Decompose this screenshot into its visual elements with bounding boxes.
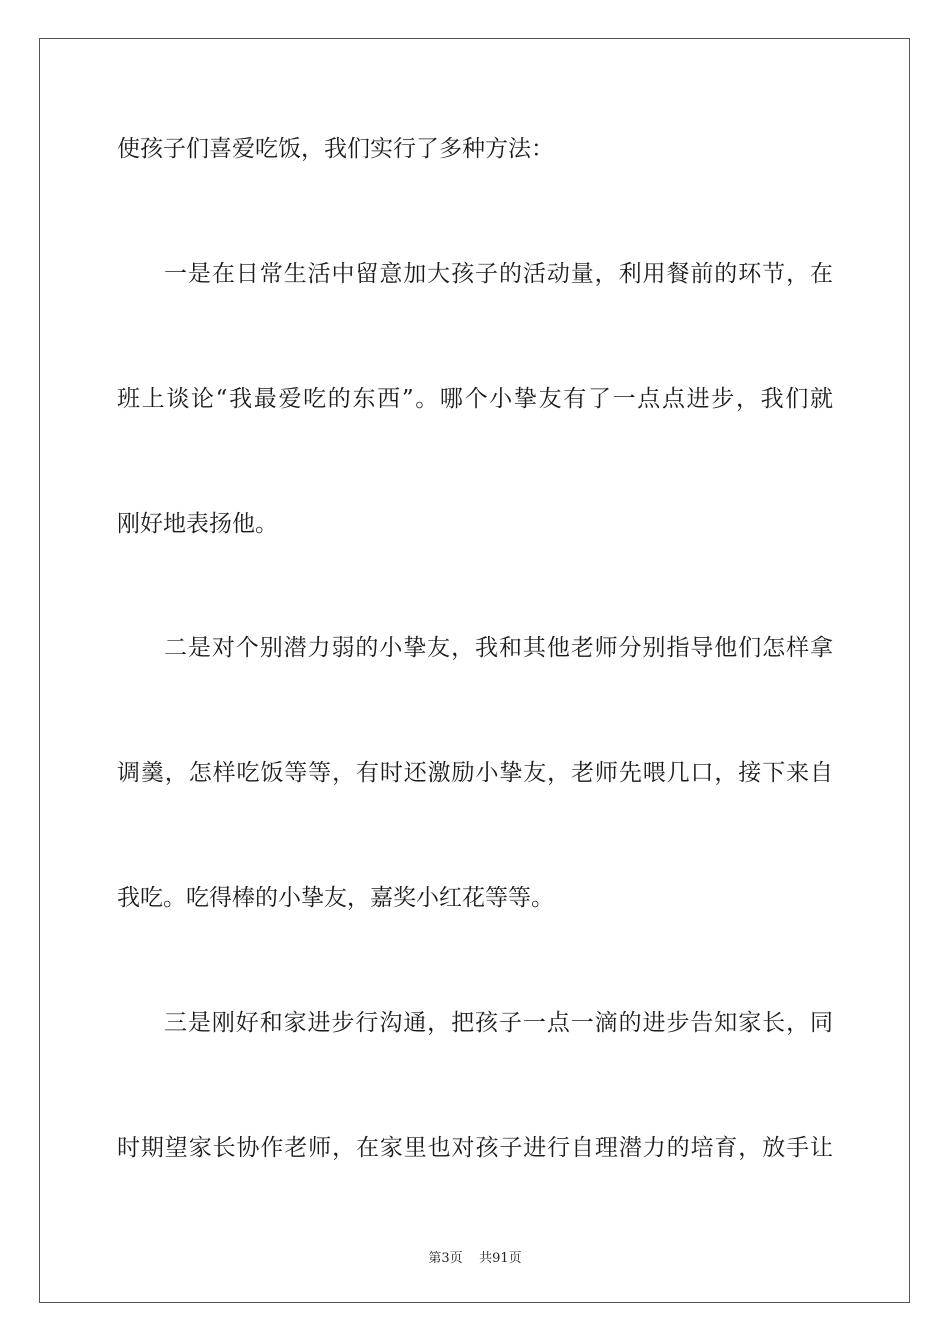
paragraph-line-2: 一是在日常生活中留意加大孩子的活动量，利用餐前的环节，在 xyxy=(164,261,833,287)
page-number: 第3页 xyxy=(428,1251,463,1266)
paragraph-line-9: 时期望家长协作老师，在家里也对孩子进行自理潜力的培育，放手让 xyxy=(117,1135,833,1161)
paragraph-line-3: 班上谈论“我最爱吃的东西”。哪个小挚友有了一点点进步，我们就 xyxy=(117,386,833,412)
paragraph-line-8: 三是刚好和家进步行沟通，把孩子一点一滴的进步告知家长，同 xyxy=(164,1010,833,1036)
paragraph-line-1: 使孩子们喜爱吃饭，我们实行了多种方法： xyxy=(117,136,554,162)
paragraph-line-7: 我吃。吃得棒的小挚友，嘉奖小红花等等。 xyxy=(117,885,554,911)
page-footer xyxy=(0,1247,950,1266)
paragraph-line-4: 刚好地表扬他。 xyxy=(117,511,278,537)
page-border xyxy=(39,38,910,1303)
paragraph-line-6: 调羹，怎样吃饭等等，有时还激励小挚友，老师先喂几口，接下来自 xyxy=(117,760,833,786)
page-total: 共91页 xyxy=(479,1251,522,1266)
paragraph-line-5: 二是对个别潜力弱的小挚友，我和其他老师分别指导他们怎样拿 xyxy=(164,635,833,661)
